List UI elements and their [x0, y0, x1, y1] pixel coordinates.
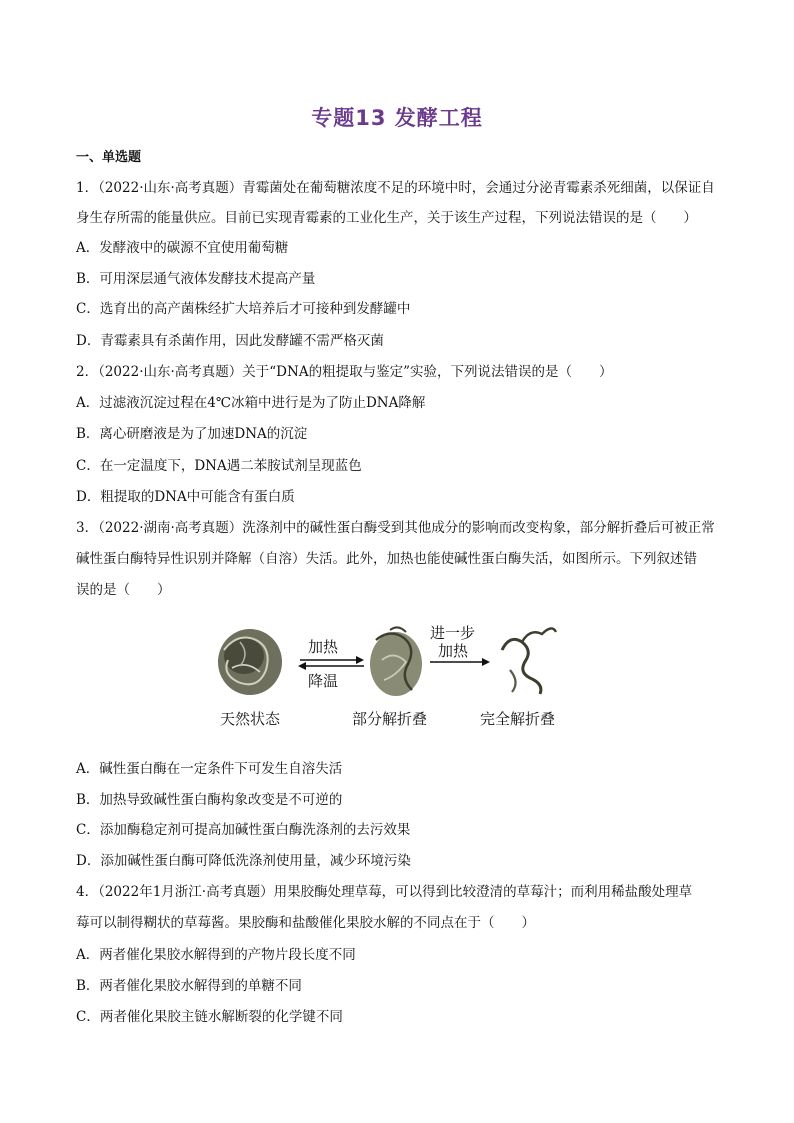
q2-stem-line1: 2．（2022·山东·高考真题）关于“DNA的粗提取与鉴定”实验，下列说法错误的是（ ） [76, 364, 613, 380]
q3-option-c: C．添加酶稳定剂可提高加碱性蛋白酶洗涤剂的去污效果 [76, 822, 411, 838]
q3-stem-line2: 碱性蛋白酶特异性识别并降解（自溶）失活。此外，加热也能使碱性蛋白酶失活，如图所示。下列叙述错 [76, 551, 697, 567]
q1-option-a: A．发酵液中的碳源不宜使用葡萄糖 [76, 240, 289, 256]
q3-option-d: D．添加碱性蛋白酶可降低洗涤剂使用量，减少环境污染 [76, 853, 411, 869]
label-further-heat: 加热 [438, 642, 469, 660]
label-complete: 完全解折叠 [480, 710, 556, 728]
q3-option-b: B．加热导致碱性蛋白酶构象改变是不可逆的 [76, 792, 343, 808]
q2-option-c: C．在一定温度下，DNA遇二苯胺试剂呈现蓝色 [76, 458, 362, 474]
page-title: 专题13 发酵工程 [311, 106, 483, 130]
q4-option-c: C．两者催化果胶主链水解断裂的化学键不同 [76, 1009, 343, 1025]
q4-option-b: B．两者催化果胶水解得到的单糖不同 [76, 978, 302, 994]
q2-option-d: D．粗提取的DNA中可能含有蛋白质 [76, 489, 295, 505]
q2-option-a: A．过滤液沉淀过程在4℃冰箱中进行是为了防止DNA降解 [76, 395, 426, 411]
q1-option-d: D．青霉素具有杀菌作用，因此发酵罐不需严格灭菌 [76, 333, 384, 349]
q4-stem-line2: 莓可以制得糊状的草莓酱。果胶酶和盐酸催化果胶水解的不同点在于（ ） [76, 915, 535, 931]
q1-option-b: B．可用深层通气液体发酵技术提高产量 [76, 271, 316, 287]
q1-stem-line1: 1．（2022·山东·高考真题）青霉菌处在葡萄糖浓度不足的环境中时，会通过分泌青霉素杀死细菌，以保证自 [76, 180, 715, 196]
q4-stem-line1: 4．（2022年1月浙江·高考真题）用果胶酶处理草莓，可以得到比较澄清的草莓汁；而利用稀盐酸处理草 [76, 884, 693, 900]
label-native: 天然状态 [220, 710, 281, 728]
q1-stem-line2: 身生存所需的能量供应。目前已实现青霉素的工业化生产，关于该生产过程，下列说法错误的是（ ） [76, 210, 697, 226]
q4-option-a: A．两者催化果胶水解得到的产物片段长度不同 [76, 947, 356, 963]
q2-option-b: B．离心研磨液是为了加速DNA的沉淀 [76, 426, 308, 442]
label-cool: 降温 [308, 672, 339, 690]
protein-unfolding-figure [210, 620, 570, 735]
q3-stem-line1: 3．（2022·湖南·高考真题）洗涤剂中的碱性蛋白酶受到其他成分的影响而改变构象，部分解折叠后可被正常 [76, 520, 715, 536]
q3-stem-line3: 误的是（ ） [76, 582, 171, 598]
reversible-arrow-icon [298, 656, 364, 670]
label-partial: 部分解折叠 [352, 710, 428, 728]
native-state-structure-icon [218, 629, 282, 695]
label-heat: 加热 [308, 638, 339, 656]
complete-unfold-structure-icon [502, 628, 556, 694]
label-further: 进一步 [430, 624, 476, 642]
partial-unfold-structure-icon [370, 627, 422, 696]
section-heading: 一、单选题 [76, 150, 142, 165]
q3-option-a: A．碱性蛋白酶在一定条件下可发生自溶失活 [76, 761, 343, 777]
q1-option-c: C．选育出的高产菌株经扩大培养后才可接种到发酵罐中 [76, 301, 411, 317]
